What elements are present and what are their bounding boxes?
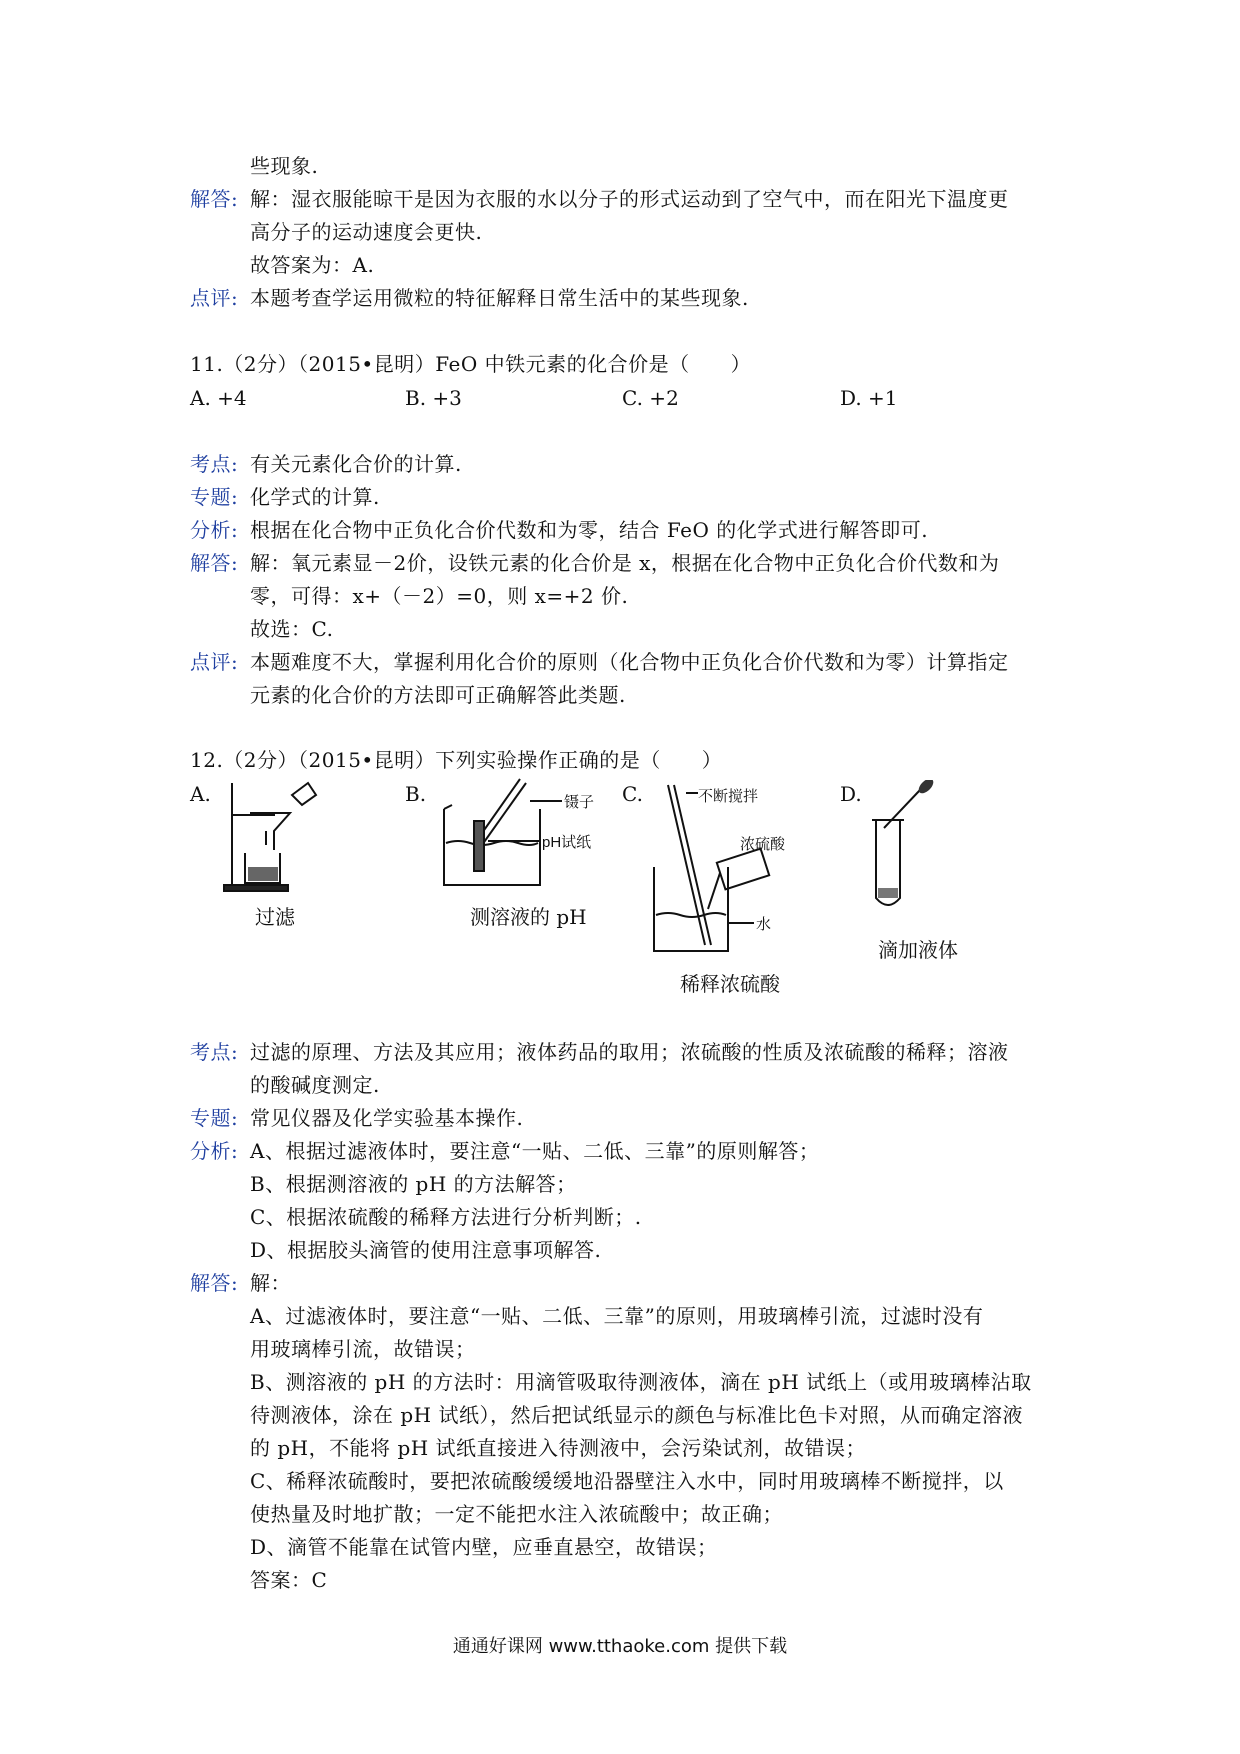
q12-zhuanti-label: 专题: bbox=[190, 1106, 239, 1130]
q11-option-a: A. +4 bbox=[190, 386, 247, 410]
q12-fenxi-line-b: B、根据测溶液的 pH 的方法解答； bbox=[250, 1172, 577, 1196]
q11-comment-label: 点评: bbox=[190, 650, 239, 674]
q11-kaodian: 有关元素化合价的计算. bbox=[250, 452, 462, 476]
q12-option-d-letter: D. bbox=[840, 782, 862, 806]
q11-fenxi-label: 分析: bbox=[190, 518, 239, 542]
q12-answer-line: D、滴管不能靠在试管内壁，应垂直悬空，故错误； bbox=[250, 1535, 718, 1559]
q10-previous-line: 些现象. bbox=[250, 154, 319, 178]
q11-comment-line-2: 元素的化合价的方法即可正确解答此类题. bbox=[250, 683, 626, 707]
q10-answer-line-1: 解：湿衣服能晾干是因为衣服的水以分子的形式运动到了空气中，而在阳光下温度更 bbox=[250, 187, 1009, 211]
q11-answer-line-3: 故选：C. bbox=[250, 617, 334, 641]
ph-paper-label: pH试纸 bbox=[542, 834, 592, 851]
page-footer: 通通好课网 www.tthaoke.com 提供下载 bbox=[452, 1636, 788, 1657]
q11-answer-line-2: 零，可得：x+（－2）=0，则 x=+2 价. bbox=[250, 584, 629, 608]
water-label: 水 bbox=[756, 916, 772, 933]
q10-answer-line-3: 故答案为：A. bbox=[250, 253, 375, 277]
q12-option-a-letter: A. bbox=[190, 782, 211, 806]
q12-answer-line: 的 pH，不能将 pH 试纸直接进入待测液中，会污染试剂，故错误； bbox=[250, 1436, 867, 1460]
q12-kaodian-label: 考点: bbox=[190, 1040, 239, 1064]
q12-answer-line: 用玻璃棒引流，故错误； bbox=[250, 1337, 476, 1361]
q12-kaodian-line-2: 的酸碱度测定. bbox=[250, 1073, 380, 1097]
q12-option-d-caption: 滴加液体 bbox=[878, 938, 958, 962]
q12-answer-line: 待测液体，涂在 pH 试纸），然后把试纸显示的颜色与标准比色卡对照，从而确定溶液 bbox=[250, 1403, 1023, 1427]
q11-option-c: C. +2 bbox=[622, 386, 679, 410]
q10-comment: 本题考查学运用微粒的特征解释日常生活中的某些现象. bbox=[250, 286, 749, 310]
q11-answer-label: 解答: bbox=[190, 551, 239, 575]
q12-answer-line: B、测溶液的 pH 的方法时：用滴管吸取待测液体，滴在 pH 试纸上（或用玻璃棒沾取 bbox=[250, 1370, 1032, 1394]
q10-comment-label: 点评: bbox=[190, 286, 239, 310]
ph-test-figure bbox=[440, 775, 610, 890]
q12-option-b-letter: B. bbox=[405, 782, 427, 806]
q11-kaodian-label: 考点: bbox=[190, 452, 239, 476]
q12-option-c-caption: 稀释浓硫酸 bbox=[680, 972, 780, 996]
q12-zhuanti: 常见仪器及化学实验基本操作. bbox=[250, 1106, 524, 1130]
q12-answer-line: C、稀释浓硫酸时，要把浓硫酸缓缓地沿器壁注入水中，同时用玻璃棒不断搅拌，以 bbox=[250, 1469, 1004, 1493]
q10-answer-line-2: 高分子的运动速度会更快. bbox=[250, 220, 483, 244]
q11-answer-line-1: 解：氧元素显－2价，设铁元素的化合价是 x，根据在化合物中正负化合价代数和为 bbox=[250, 551, 1000, 575]
q12-answer-line: A、过滤液体时，要注意“一贴、二低、三靠”的原则，用玻璃棒引流，过滤时没有 bbox=[250, 1304, 984, 1328]
dilution-figure bbox=[650, 775, 810, 955]
q12-option-c-letter: C. bbox=[622, 782, 643, 806]
q12-stem: 12.（2分）（2015•昆明）下列实验操作正确的是（ ） bbox=[190, 748, 723, 772]
q12-fenxi-line-d: D、根据胶头滴管的使用注意事项解答. bbox=[250, 1238, 602, 1262]
q11-stem: 11.（2分）（2015•昆明）FeO 中铁元素的化合价是（ ） bbox=[190, 352, 752, 376]
dropper-figure bbox=[868, 780, 948, 915]
q12-answer-final: 答案：C bbox=[250, 1568, 328, 1592]
q12-answer-head: 解： bbox=[250, 1271, 291, 1295]
stir-label: 不断搅拌 bbox=[698, 788, 759, 805]
q11-zhuanti: 化学式的计算. bbox=[250, 485, 380, 509]
q11-zhuanti-label: 专题: bbox=[190, 485, 239, 509]
acid-label: 浓硫酸 bbox=[740, 836, 786, 853]
q12-answer-label: 解答: bbox=[190, 1271, 239, 1295]
q12-fenxi-label: 分析: bbox=[190, 1139, 239, 1163]
q12-fenxi-line-a: A、根据过滤液体时，要注意“一贴、二低、三靠”的原则解答； bbox=[250, 1139, 820, 1163]
q12-kaodian-line-1: 过滤的原理、方法及其应用；液体药品的取用；浓硫酸的性质及浓硫酸的稀释；溶液 bbox=[250, 1040, 1009, 1064]
q11-comment-line-1: 本题难度不大，掌握利用化合价的原则（化合物中正负化合价代数和为零）计算指定 bbox=[250, 650, 1009, 674]
tweezers-label: 镊子 bbox=[564, 794, 595, 811]
q12-answer-line: 使热量及时地扩散；一定不能把水注入浓硫酸中；故正确； bbox=[250, 1502, 783, 1526]
q12-fenxi-line-c: C、根据浓硫酸的稀释方法进行分析判断；. bbox=[250, 1205, 642, 1229]
q10-answer-label: 解答: bbox=[190, 187, 239, 211]
q12-option-b-caption: 测溶液的 pH bbox=[470, 905, 587, 929]
q11-option-b: B. +3 bbox=[405, 386, 462, 410]
filtration-figure bbox=[220, 775, 320, 895]
q11-fenxi: 根据在化合物中正负化合价代数和为零，结合 FeO 的化学式进行解答即可. bbox=[250, 518, 929, 542]
q12-option-a-caption: 过滤 bbox=[255, 905, 295, 929]
q11-option-d: D. +1 bbox=[840, 386, 898, 410]
